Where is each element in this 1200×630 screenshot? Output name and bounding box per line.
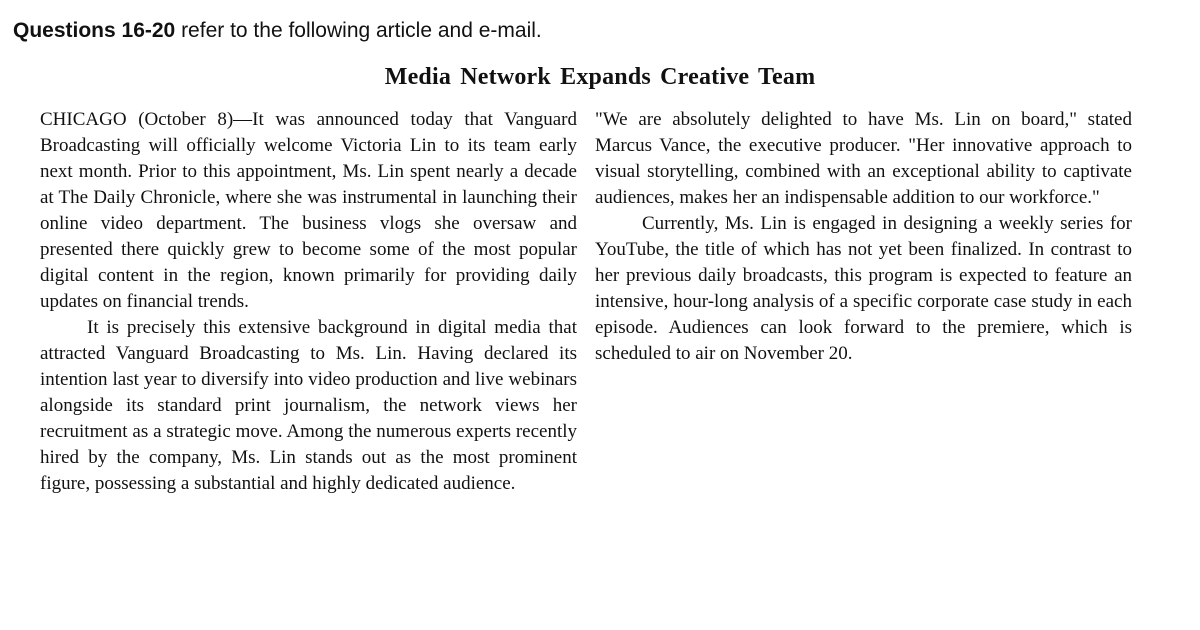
question-instruction — [13, 16, 542, 46]
article-column-left — [40, 107, 577, 497]
article-paragraph-2: It is precisely this extensive background in digital media that attracted Vanguard Broadcasting to Ms. Lin. Having declared its intention last year to diversify into video production and live webinars alongside its standard print journalism, the network views her recruitment as a strategic move. Among the numerous experts recently hired by the company, Ms. Lin stands out as the most prominent figure, possessing a substantial and highly dedicated audience. — [40, 317, 577, 494]
instruction-text: refer to the following article and e-mail. — [175, 19, 542, 42]
article-paragraph-4: Currently, Ms. Lin is engaged in designing a weekly series for YouTube, the title of which has not yet been finalized. In contrast to her previous daily broadcasts, this program is expected to feature an intensive, hour-long analysis of a specific corporate case study in each episode. Audiences can look forward to the premiere, which is scheduled to air on November 20. — [595, 213, 1132, 364]
question-range: Questions 16-20 — [13, 19, 176, 42]
article-paragraph-1: CHICAGO (October 8)—It was announced today that Vanguard Broadcasting will officially welcome Victoria Lin to its team early next month. Prior to this appointment, Ms. Lin spent nearly a decade at The Daily Chronicle, where she was instrumental in launching their online video department. The business vlogs she oversaw and presented there quickly grew to become some of the most popular digital content in the region, known primarily for providing daily updates on financial trends. — [40, 109, 577, 312]
article-paragraph-3: "We are absolutely delighted to have Ms. Lin on board," stated Marcus Vance, the executive producer. "Her innovative approach to visual storytelling, combined with an exceptional ability to captivate audiences, makes her an indispensable addition to our workforce." — [595, 109, 1132, 208]
article-headline: Media Network Expands Creative Team — [384, 64, 816, 90]
article-column-right — [595, 107, 1132, 367]
